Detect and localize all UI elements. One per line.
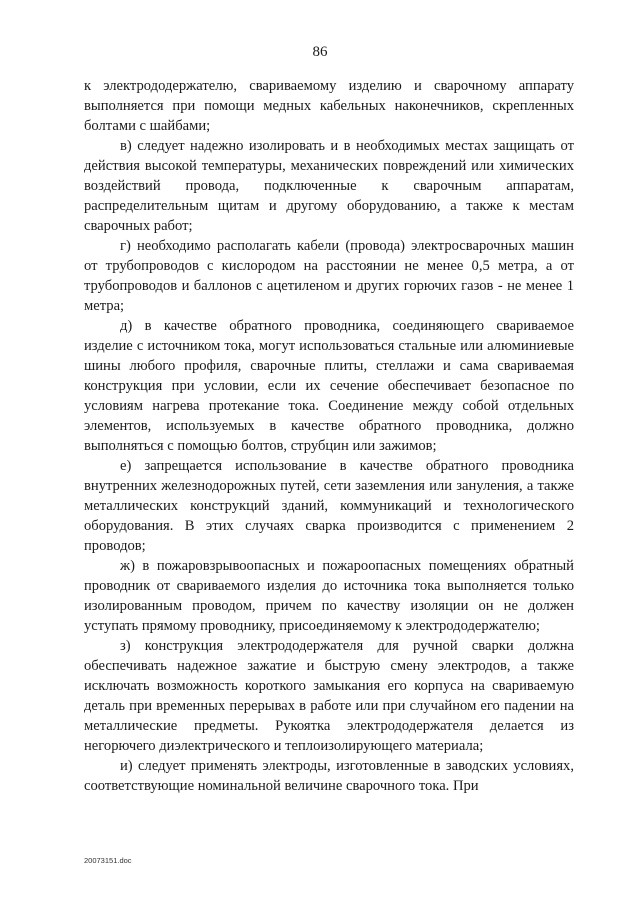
- paragraph-i: и) следует применять электроды, изготовленные в заводских условиях, соответствующие номинальной величине сварочного тока. При: [84, 758, 574, 794]
- paragraph-e: е) запрещается использование в качестве обратного проводника внутренних железнодорожных путей, сети заземления или зануления, а также металлических конструкций зданий, коммуникаций и технологического оборудования. В этих случаях сварка производится с применением 2 проводов;: [84, 458, 574, 554]
- document-body: [84, 76, 574, 796]
- paragraph-z: з) конструкция электрододержателя для ручной сварки должна обеспечивать надежное зажатие и быструю смену электродов, а также исключать возможность короткого замыкания его корпуса на свариваемую деталь при временных перерывах в работе или при случайном его падении на металлические предметы. Рукоятка электрододержателя делается из негорючего диэлектрического и теплоизолирующего материала;: [84, 638, 574, 754]
- file-name-footer: 20073151.doc: [84, 856, 132, 865]
- paragraph-zh: ж) в пожаровзрывоопасных и пожароопасных помещениях обратный проводник от свариваемого изделия до источника тока выполняется только изолированным проводом, причем по качеству изоляции он не должен уступать прямому проводнику, присоединяемому к электрододержателю;: [84, 558, 574, 634]
- paragraph-v: в) следует надежно изолировать и в необходимых местах защищать от действия высокой температуры, механических повреждений или химических воздействий провода, подключенные к сварочным аппаратам, распределительным щитам и другому оборудованию, а также к местам сварочных работ;: [84, 138, 574, 234]
- paragraph-g: г) необходимо располагать кабели (провода) электросварочных машин от трубопроводов с кислородом на расстоянии не менее 0,5 метра, а от трубопроводов и баллонов с ацетиленом и других горючих газов - не менее 1 метра;: [84, 238, 574, 314]
- paragraph-continuation: к электрододержателю, свариваемому изделию и сварочному аппарату выполняется при помощи медных кабельных наконечников, скрепленных болтами с шайбами;: [84, 78, 574, 134]
- paragraph-d: д) в качестве обратного проводника, соединяющего свариваемое изделие с источником тока, могут использоваться стальные или алюминиевые шины любого профиля, сварочные плиты, стеллажи и сама свариваемая конструкция при условии, если их сечение обеспечивает безопасное по условиям нагрева протекание тока. Соединение между собой отдельных элементов, используемых в качестве обратного проводника, должно выполняться с помощью болтов, струбцин или зажимов;: [84, 318, 574, 454]
- page-number: 86: [312, 44, 328, 60]
